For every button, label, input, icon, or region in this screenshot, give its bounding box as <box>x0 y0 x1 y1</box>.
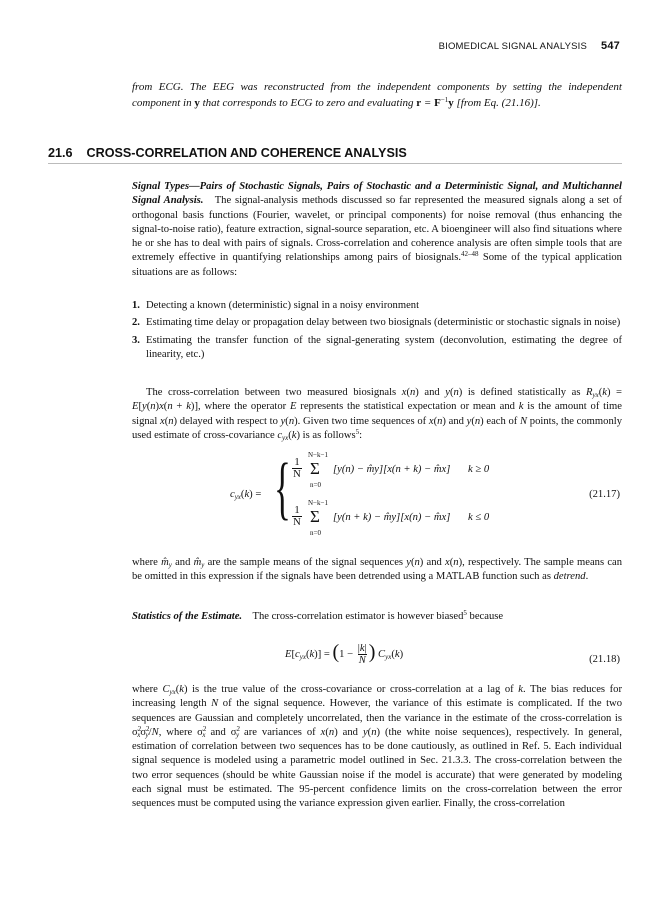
page-number: 547 <box>601 40 620 52</box>
eq1-row1: [y(n) − m̂y][x(n + k) − m̂x] <box>333 464 451 475</box>
equation-number: (21.17) <box>589 489 620 500</box>
paragraph-bias: where $C_{yx}(k)$ is the true value of the cross-covariance or cross-correlation at a lag of k. The bias reduces for increasing length N of the signal sequence. However, the variance of this estimate is complicated. If the two sequences are Gaussian and completely uncorrelated, then the variance in the estimate of the cross-correlation is $\sigma^2_x\sigma^2_y/N$, where $\sigma^2_x$ and $\sigma^2_y$ are variances of x(n) and y(n) (the white noise sequences), respectively. In general, estimation of correlation between two sequences has to be done cautiously, as outlined in Ref. 5. Each individual signal sequence is modeled using a parametric model outlined in Sec. 21.3.3. The cross-correlation between the two error sequences (should be white Gaussian noise if the model is accurate) that were generated by modeling each signal must be estimated. The 95-percent confidence limits on the cross-correlation between the error sequences must be computed using the variance expression given earlier. Finally, the cross-correlation <box>132 684 623 810</box>
paragraph-cross-correlation: The cross-correlation between two measured biosignals x(n) and y(n) is defined statistically as $R_{yx}(k) = E[y(n)x(n + k)]$, where the operator E represents the statistical expectation or mean and k is the amount of time signal x(n) delayed with respect to y(n). Given two time sequences of x(n) and y(n) each of N points, the commonly used estimate of cross-covariance $c_{yx}(k)$ is as follows$^5$: <box>132 387 622 442</box>
section-title: CROSS-CORRELATION AND COHERENCE ANALYSIS <box>86 146 407 160</box>
run-in-heading: Statistics of the Estimate. <box>132 611 243 622</box>
list-item: 1. Detecting a known (deterministic) signal in a noisy environment <box>132 300 420 311</box>
list-item: 3. Estimating the transfer function of the signal-generating system (deconvolution, estimating the degree of linearity, etc.) <box>132 334 622 360</box>
equation-21-17: $c_{yx}(k)$ = { $\frac{1}{N}$ N−k−1 Σ n=0 [y(n) − m̂y][x(n + k) − m̂x] k ≥ 0 $\frac{1}{N}$ N−k−1 Σ n=0 [y(n + k) − m̂y][x(n) − m̂x] k ≤ 0 <box>230 450 490 537</box>
application-list <box>132 299 622 362</box>
eq1-cond1: k ≥ 0 <box>468 464 490 475</box>
eq1-cond2: k ≤ 0 <box>468 512 490 523</box>
paragraph-statistics: Statistics of the Estimate. The cross-correlation estimator is however biased$^5$ because <box>132 609 504 622</box>
running-head-title: BIOMEDICAL SIGNAL ANALYSIS <box>438 41 588 52</box>
run-in-heading: Signal Types—Pairs of Stochastic Signals, Pairs of Stochastic and a Deterministic Signal, and Multichannel Signal Analysis. <box>132 181 622 207</box>
continuation-paragraph: from ECG. The EEG was reconstructed from the independent components by setting the independent component in y that corresponds to ECG to zero and evaluating $r = F^{-1}y$ [from Eq. (21.16)]. <box>132 81 622 109</box>
section-heading <box>48 146 622 164</box>
section-number: 21.6 <box>48 146 73 160</box>
equation-number: (21.18) <box>589 654 620 665</box>
running-header <box>439 40 620 52</box>
equation-21-18: $E[c_{yx}(k)] = (1$ − $\frac{|k|}{N}$ ) $C_{yx}(k)$ <box>285 641 404 666</box>
eq1-row2: [y(n + k) − m̂y][x(n) − m̂x] <box>333 512 451 523</box>
paragraph-sample-means: where $m̂_y$ and $m̂_y$ are the sample means of the signal sequences y(n) and x(n), respectively. The sample means can be omitted in this expression if the signals have been detrended using a MATLAB function such as detrend. <box>132 557 623 583</box>
paragraph-signal-types: Signal Types—Pairs of Stochastic Signals, Pairs of Stochastic and a Deterministic Signal, and Multichannel Signal Analysis. The signal-analysis methods discussed so far represented the measured signals along a set of orthogonal basis functions (Fourier, wavelet, or principal components) for noise removal (thus enhancing the signal-to-noise ratio), feature extraction, signal-source separation, etc. A bioengineer will also find situations where he or she has to deal with pairs of signals. Cross-correlation and coherence analysis are often simple tools that are extremely effective in quantifying relationships among pairs of biosignals.$^{42-48}$ Some of the typical application situations are as follows: <box>132 181 622 278</box>
list-item: 2. Estimating time delay or propagation delay between two biosignals (deterministic or stochastic signals in noise) <box>132 317 621 329</box>
